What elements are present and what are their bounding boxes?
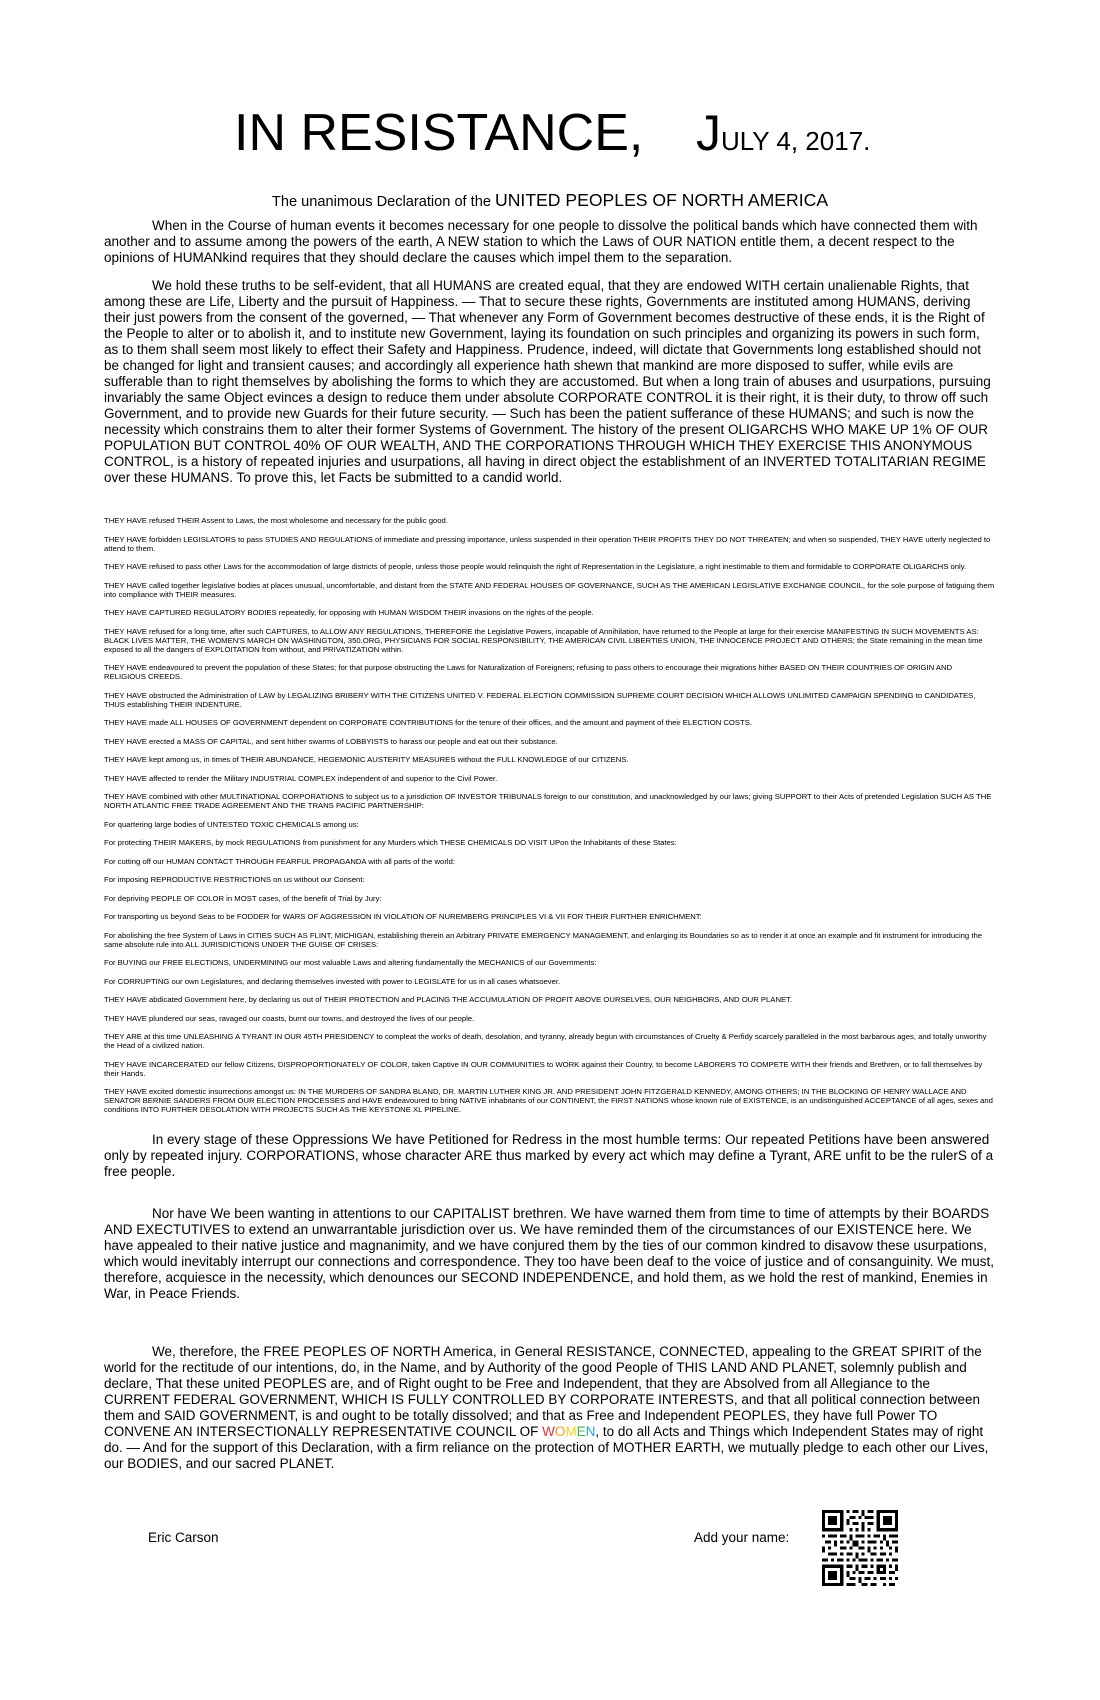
closing-paragraph-text: Nor have We been wanting in attentions to our CAPITALIST brethren. We have warned them from time to time of attempts by their BOARDS AND EXECTUTIVES to extend an unwarrantable jurisdiction over us. We have reminded them of the circumstances of our EXISTENCE here. We have appealed to their native justice and magnanimity, and we have conjured them by the ties of our common kindred to disavow these usurpations, which would inevitably interrupt our connections and correspondence. They too have been deaf to the voice of justice and of consanguinity. We must, therefore, acquiesce in the necessity, which denounces our SECOND INDEPENDENCE, and hold them, as we hold the rest of mankind, Enemies in War, in Peace Friends. bbox=[104, 1206, 995, 1301]
intro-paragraph-text: We hold these truths to be self-evident, that all HUMANS are created equal, that they are endowed WITH certain unalienable Rights, that among these are Life, Liberty and the pursuit of Happiness. — That to secure these rights, Governments are instituted among HUMANS, deriving their just powers from the consent of the governed, — That whenever any Form of Government becomes destructive of these ends, it is the Right of the People to alter or to abolish it, and to institute new Government, laying its foundation on such principles and organizing its powers in such form, as to them shall seem most likely to effect their Safety and Happiness. Prudence, indeed, will dictate that Governments long established should not be changed for light and transient causes; and accordingly all experience hath shewn that mankind are more disposed to suffer, while evils are sufferable than to right themselves by abolishing the forms to which they are accustomed. But when a long train of abuses and usurpations, pursuing invariably the same Object evinces a design to reduce them under absolute CORPORATE CONTROL it is their right, it is their duty, to throw off such Government, and to provide new Guards for their future security. — Such has been the patient sufferance of these HUMANS; and such is now the necessity which constrains them to alter their former Systems of Government. The history of the present OLIGARCHS WHO MAKE UP 1% OF OUR POPULATION BUT CONTROL 40% OF OUR WEALTH, AND THE CORPORATIONS THROUGH WHICH THEY EXERCISE THIS ANONYMOUS CONTROL, is a history of repeated injuries and usurpations, all having in direct object the establishment of an INVERTED TOTALITARIAN REGIME over these HUMANS. To prove this, let Facts be submitted to a candid world. bbox=[104, 278, 991, 485]
grievance-item: THEY HAVE affected to render the Military INDUSTRIAL COMPLEX independent of and superior to the Civil Power. bbox=[104, 773, 498, 783]
subtitle-lead: The unanimous Declaration of the bbox=[271, 194, 496, 210]
grievance-item: For cutting off our HUMAN CONTACT THROUGH FEARFUL PROPAGANDA with all parts of the world: bbox=[104, 856, 456, 866]
closing-paragraph bbox=[104, 1132, 996, 1180]
date-initial: J bbox=[696, 105, 721, 161]
date-rest: ULY 4, 2017. bbox=[721, 126, 871, 156]
grievance-item: For BUYING our FREE ELECTIONS, UNDERMINING our most valuable Laws and altering fundamentally the MECHANICS of our Governments: bbox=[104, 958, 597, 967]
grievance-item: For abolishing the free System of Laws in CITIES SUCH AS FLINT, MICHIGAN, establishing therein an Arbitrary PRIVATE EMERGENCY MANAGEMENT, and enlarging its Boundaries so as to render it at once an example and fit instrument for introducing the same absolute rule into ALL JURISDICTIONS UNDER THE GUISE OF CRISES: bbox=[104, 930, 983, 949]
document-title: IN RESISTANCE, bbox=[234, 104, 644, 162]
intro-paragraph bbox=[104, 278, 996, 486]
grievance-item: THEY HAVE plundered our seas, ravaged our coasts, burnt our towns, and destroyed the lives of our people. bbox=[104, 1013, 475, 1023]
grievance-list bbox=[104, 516, 996, 1124]
grievance-item: THEY HAVE excited domestic insurrections amongst us: IN THE MURDERS OF SANDRA BLAND, DR. MARTIN LUTHER KING JR. AND PRESIDENT JOHN FITZGERALD KENNEDY, AMONG OTHERS; IN THE BLOCKING OF HENRY WALLACE AND SENATOR BERNIE SANDERS FROM OUR ELECTION PROCESSES and HAVE endeavoured to bring NATIVE inhabitants of our CONTINENT, the FIRST NATIONS whose known rule of EXISTENCE, is an undistinguished ACCEPTANCE of all ages, sexes and conditions INTO FURTHER DESOLATION WITH PROJECTS SUCH AS THE KEYSTONE XL PIPELINE. bbox=[104, 1087, 993, 1114]
grievance-item: THEY HAVE kept among us, in times of THEIR ABUNDANCE, HEGEMONIC AUSTERITY MEASURES without the FULL KNOWLEDGE of our CITIZENS. bbox=[104, 755, 629, 764]
signer-name: Eric Carson bbox=[148, 1530, 219, 1545]
women-letter: N bbox=[585, 1424, 596, 1439]
intro-paragraph bbox=[104, 218, 996, 266]
grievance-item: For depriving PEOPLE OF COLOR in MOST cases, of the benefit of Trial by Jury: bbox=[104, 893, 382, 903]
grievance-item: For CORRUPTING our own Legislatures, and declaring themselves invested with power to LEGISLATE for us in all cases whatsoever. bbox=[104, 976, 561, 986]
women-letter: O bbox=[554, 1424, 566, 1439]
grievance-item: THEY ARE at this time UNLEASHING A TYRANT IN OUR 45TH PRESIDENCY to compleat the works of death, desolation, and tyranny, already begun with circumstances of Cruelty & Perfidy scarcely paralleled in the most barbarous ages, and totally unworthy the Head of a civilized nation. bbox=[104, 1032, 987, 1050]
women-letter: W bbox=[542, 1424, 555, 1439]
grievance-item: For quartering large bodies of UNTESTED TOXIC CHEMICALS among us: bbox=[104, 819, 359, 829]
qr-code-icon[interactable] bbox=[822, 1510, 898, 1586]
grievance-item: THEY HAVE called together legislative bodies at places unusual, uncomfortable, and distant from the STATE AND FEDERAL HOUSES OF GOVERNANCE, SUCH AS THE AMERICAN LEGISLATIVE EXCHANGE COUNCIL, for the sole purpose of fatiguing them into compliance with THEIR measures. bbox=[104, 580, 995, 599]
grievance-item: THEY HAVE refused for a long time, after such CAPTURES, to ALLOW ANY REGULATIONS, THEREFORE the Legislative Powers, incapable of Annihilation, have returned to the People at large for their exercise MANIFESTING IN SUCH MOVEMENTS AS: BLACK LIVES MATTER, THE WOMEN'S MARCH ON WASHINGTON, 350.ORG, PHYSICIANS FOR SOCIAL RESPONSIBILITY, THE AMERICAN CIVIL LIBERTIES UNION, THE INNOCENCE PROJECT AND OTHERS; the State remaining in the mean time exposed to all the dangers of EXPLOITATION from without, and PRIVATIZATION within. bbox=[104, 626, 983, 654]
grievance-item: THEY HAVE combined with other MULTINATIONAL CORPORATIONS to subject us to a jurisdiction OF INVESTOR TRIBUNALS foreign to our constitution, and unacknowledged by our laws; giving SUPPORT to their Acts of pretended Legislation SUCH AS THE NORTH ATLANTIC FREE TRADE AGREEMENT AND THE TRANS PACIFIC PARTNERSHIP: bbox=[104, 792, 992, 810]
women-letter: E bbox=[576, 1424, 586, 1439]
add-name-label: Add your name: bbox=[694, 1530, 790, 1545]
intro-paragraph-text: When in the Course of human events it becomes necessary for one people to dissolve the political bands which have connected them with another and to assume among the powers of the earth, A NEW station to which the Laws of OUR NATION entitle them, a decent respect to the opinions of HUMANkind requires that they should declare the causes which impel them to the separation. bbox=[104, 218, 978, 265]
closing-paragraph bbox=[104, 1206, 996, 1302]
grievance-item: For transporting us beyond Seas to be FODDER for WARS OF AGGRESSION IN VIOLATION OF NUREMBERG PRINCIPLES VI & VII FOR THEIR FURTHER ENRICHMENT: bbox=[104, 912, 702, 921]
grievance-item: THEY HAVE CAPTURED REGULATORY BODIES repeatedly, for opposing with HUMAN WISDOM THEIR invasions on the rights of the people. bbox=[104, 608, 594, 617]
grievance-item: THEY HAVE refused THEIR Assent to Laws, the most wholesome and necessary for the public good. bbox=[104, 516, 448, 525]
grievance-item: THEY HAVE erected a MASS OF CAPITAL, and sent hither swarms of LOBBYISTS to harass our people and eat out their substance. bbox=[104, 736, 558, 746]
grievance-item: For protecting THEIR MAKERS, by mock REGULATIONS from punishment for any Murders which THESE CHEMICALS DO VISIT UPon the Inhabitants of these States: bbox=[104, 838, 677, 847]
closing-paragraph-text: In every stage of these Oppressions We have Petitioned for Redress in the most humble terms: Our repeated Petitions have been answered only by repeated injury. CORPORATIONS, whose character ARE thus marked by every act which may define a Tyrant, ARE unfit to be the rulerS of a free people. bbox=[104, 1132, 994, 1179]
grievance-item: THEY HAVE forbidden LEGISLATORS to pass STUDIES AND REGULATIONS of immediate and pressing importance, unless suspended in their operation THEIR PROFITS THEY DO NOT THREATEN; and when so suspended, THEY HAVE utterly neglected to attend to them. bbox=[104, 534, 991, 553]
grievance-item: THEY HAVE made ALL HOUSES OF GOVERNMENT dependent on CORPORATE CONTRIBUTIONS for the tenure of their offices, and the amount and payment of their ELECTION COSTS. bbox=[104, 718, 752, 727]
grievance-item: THEY HAVE obstructed the Administration of LAW by LEGALIZING BRIBERY WITH THE CITIZENS UNITED V. FEDERAL ELECTION COMMISSION SUPREME COURT DECISION WHICH ALLOWS UNLIMITED CAMPAIGN SPENDING to CANDIDATES, THUS establishing THEIR INDENTURE. bbox=[104, 690, 976, 709]
women-letter: M bbox=[565, 1424, 577, 1439]
final-paragraph-after: , to do all Acts and Things which Independent States may of right do. — And for the support of this Declaration, with a firm reliance on the protection of MOTHER EARTH, we mutually pledge to each other our Lives, our BODIES, and our sacred PLANET. bbox=[104, 1424, 989, 1471]
grievance-item: THEY HAVE endeavoured to prevent the population of these States; for that purpose obstructing the Laws for Naturalization of Foreigners; refusing to pass others to encourage their migrations hither BASED ON THEIR COUNTRIES OF ORIGIN AND RELIGIOUS CREEDS. bbox=[104, 663, 953, 681]
final-paragraph-before: We, therefore, the FREE PEOPLES OF NORTH America, in General RESISTANCE, CONNECTED, appealing to the GREAT SPIRIT of the world for the rectitude of our intentions, do, in the Name, and by Authority of the good People of THIS LAND AND PLANET, solemnly publish and declare, That these united PEOPLES are, and of Right ought to be Free and Independent, that they are Absolved from all Allegiance to the CURRENT FEDERAL GOVERNMENT, WHICH IS FULLY CONTROLLED BY CORPORATE INTERESTS, and that all political connection between them and SAID GOVERNMENT, is and ought to be totally dissolved; and that as Free and Independent PEOPLES, they have full Power TO CONVENE AN INTERSECTIONALLY REPRESENTATIVE COUNCIL OF bbox=[104, 1344, 982, 1439]
grievance-item: THEY HAVE abdicated Government here, by declaring us out of THEIR PROTECTION and PLACING THE ACCUMULATION OF PROFIT ABOVE OURSELVES, OUR NEIGHBORS, AND OUR PLANET. bbox=[104, 995, 793, 1004]
subtitle-name: UNITED PEOPLES OF NORTH AMERICA bbox=[495, 190, 829, 210]
document-header bbox=[234, 103, 994, 163]
final-paragraph bbox=[104, 1344, 996, 1472]
document-subtitle bbox=[104, 190, 996, 212]
document-date bbox=[696, 103, 870, 171]
grievance-item: THEY HAVE refused to pass other Laws for the accommodation of large districts of people, unless those people would relinquish the right of Representation in the Legislature, a right inestimable to them and formidable to CORPORATE OLIGARCHS only. bbox=[104, 562, 967, 571]
grievance-item: THEY HAVE INCARCERATED our fellow Citizens, DISPROPORTIONATELY OF COLOR, taken Captive IN OUR COMMUNITIES to WORK against their Country, to become LABORERS TO COMPETE WITH their friends and Brethren, or to fall themselves by their Hands. bbox=[104, 1059, 983, 1078]
grievance-item: For imposing REPRODUCTIVE RESTRICTIONS on us without our Consent: bbox=[104, 875, 365, 884]
